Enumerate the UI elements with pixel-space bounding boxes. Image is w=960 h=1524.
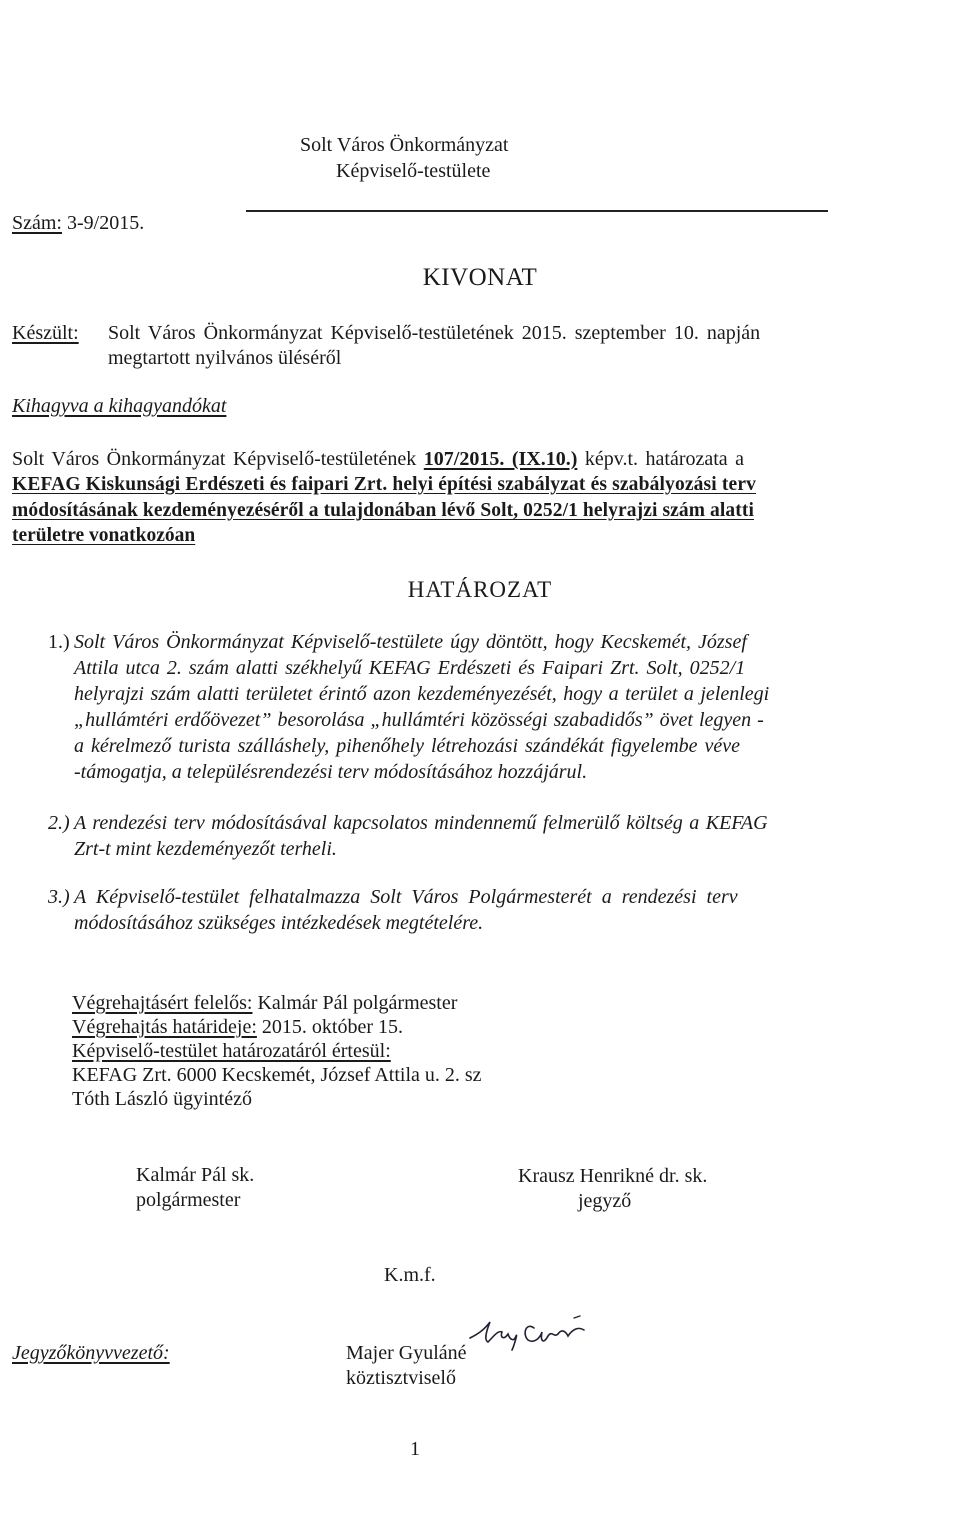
mayor-title: polgármester [136,1189,241,1211]
responsible-line [72,992,457,1015]
recorder-name: Majer Gyuláné [346,1342,467,1364]
item-1-line-2: Attila utca 2. szám alatti székhelyű KEFAG Erdészeti és Faipari Zrt. Solt, 0252/1 [74,657,746,679]
deadline-value: 2015. október 15. [256,1016,403,1038]
page-number: 1 [410,1438,420,1460]
item-1-number: 1.) [48,631,70,653]
notify-recipient-1: KEFAG Zrt. 6000 Kecskemét, József Attila u. 2. sz [72,1064,482,1086]
reference-number [12,212,144,235]
recorder-title: köztisztviselő [346,1367,456,1389]
prepared-line-2: megtartott nyilvános üléséről [108,347,342,369]
resolution-reference: 107/2015. (IX.10.) [423,448,578,470]
deadline-label: Végrehajtás határideje: [72,1016,257,1038]
item-3-line-2: módosításához szükséges intézkedések megtételére. [74,912,484,934]
responsible-label: Végrehajtásért felelős: [72,992,253,1014]
omitted-note: Kihagyva a kihagyandókat [12,395,227,417]
intro-line-4: területre vonatkozóan [12,525,196,546]
mayor-name: Kalmár Pál sk. [136,1164,255,1186]
kmf-label: K.m.f. [384,1264,436,1286]
intro-line-2: KEFAG Kiskunsági Erdészeti és faipari Zrt. helyi építési szabályzat és szabályozási terv [12,474,757,495]
item-1-line-6: -támogatja, a településrendezési terv módosításához hozzájárul. [74,761,588,783]
item-1-line-4: „hullámtéri erdőövezet” besorolása „hullámtéri közösségi szabadidős” övet legyen - [74,709,764,731]
header-divider [246,210,828,212]
document-title: KIVONAT [422,264,538,291]
org-name: Solt Város Önkormányzat [300,134,509,156]
item-2-line-2: Zrt-t mint kezdeményezőt terheli. [74,838,337,860]
number-label: Szám: [12,212,62,234]
item-2-line-1: A rendezési terv módosításával kapcsolatos mindennemű felmerülő költség a KEFAG [74,812,768,834]
intro-line-3: módosításának kezdeményezéséről a tulajdonában lévő Solt, 0252/1 helyrajzi szám alatti [12,500,754,521]
item-1-line-5: a kérelmező turista szálláshely, pihenőhely létrehozási szándékát figyelembe véve [74,735,741,757]
notify-label: Képviselő-testület határozatáról értesül: [72,1040,391,1062]
prepared-line-1: Solt Város Önkormányzat Képviselő-testületének 2015. szeptember 10. napján [108,322,761,344]
number-value: 3-9/2015. [62,212,145,234]
item-2-number: 2.) [48,812,70,834]
intro-post: képv.t. határozata a [577,448,745,470]
notify-recipient-2: Tóth László ügyintéző [72,1088,252,1110]
org-body: Képviselő-testülete [336,160,491,182]
item-3-line-1: A Képviselő-testület felhatalmazza Solt Város Polgármesterét a rendezési terv [74,886,738,908]
resolution-title: HATÁROZAT [407,577,553,602]
notary-name: Krausz Henrikné dr. sk. [518,1165,708,1187]
recorder-label: Jegyzőkönyvvezető: [12,1342,170,1364]
intro-line-1 [12,448,744,471]
item-1-line-3: helyrajzi szám alatti területet érintő azon kezdeményezését, hogy a terület a jelenlegi [74,683,770,705]
prepared-label: Készült: [12,322,79,344]
handwritten-signature [468,1312,588,1352]
item-3-number: 3.) [48,886,70,908]
item-1-line-1: Solt Város Önkormányzat Képviselő-testülete úgy döntött, hogy Kecskemét, József [74,631,747,653]
responsible-value: Kalmár Pál polgármester [252,992,458,1014]
deadline-line [72,1016,403,1039]
notary-title: jegyző [578,1190,632,1212]
intro-pre: Solt Város Önkormányzat Képviselő-testületének [12,448,424,470]
